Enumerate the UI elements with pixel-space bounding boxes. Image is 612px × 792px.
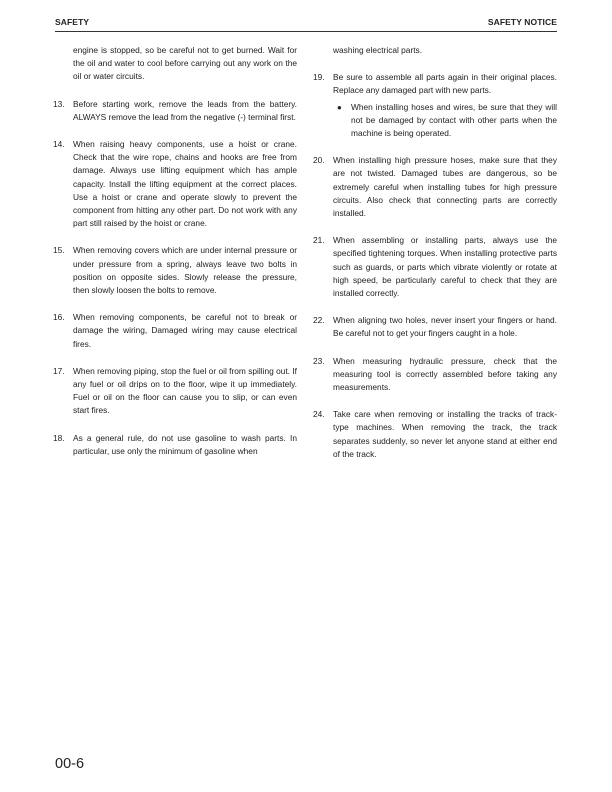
item-number: 20.	[313, 155, 325, 166]
item-text: When removing covers which are under internal pressure or under pressure from a spring, always leave two bolts in position on opposite sides. Slowly release the pressure, then slowly loosen the bolts to remove.	[73, 245, 297, 296]
list-item	[53, 432, 297, 458]
left-column	[53, 44, 297, 458]
item-text: Take care when removing or installing the tracks of track-type machines. When removing the track, the track separates suddenly, so never let anyone stand at either end of the track.	[333, 409, 557, 459]
item-number: 15.	[53, 245, 65, 256]
list-item	[53, 244, 297, 297]
item-number: 19.	[313, 72, 325, 83]
item-text: Before starting work, remove the leads from the battery. ALWAYS remove the lead from the negative (-) terminal first.	[73, 98, 297, 122]
right-column	[313, 44, 557, 461]
item-text: When raising heavy components, use a hoist or crane. Check that the wire rope, chains and hooks are free from damage. Always use lifting equipment which has ample capacity. Install the lifting equipment at the correct places. Use a hoist or crane and operate slowly to prevent the component from hitting any other part. Do not work with any part still raised by the hoist or crane.	[73, 139, 297, 229]
bullet-item	[313, 101, 557, 141]
list-item	[313, 154, 557, 220]
page-header-title: SAFETY NOTICE	[487, 17, 557, 27]
item-number: 24.	[313, 409, 325, 420]
item-number: 14.	[53, 139, 65, 150]
continued-paragraph: washing electrical parts.	[333, 45, 423, 55]
list-item	[53, 138, 297, 230]
list-item	[313, 314, 557, 340]
item-number: 17.	[53, 365, 65, 376]
list-item	[313, 234, 557, 300]
item-number: 13.	[53, 98, 65, 109]
item-text: When removing piping, stop the fuel or oil from spilling out. If any fuel or oil drips on to the floor, wipe it up immediately. Fuel or oil on the floor can cause you to slip, or can even start fires.	[73, 365, 297, 416]
list-item	[53, 365, 297, 418]
item-text: When measuring hydraulic pressure, check that the measuring tool is correctly assembled before taking any measurements.	[333, 355, 557, 393]
list-item	[53, 98, 297, 124]
section-title: SAFETY	[55, 17, 90, 27]
item-number: 22.	[313, 315, 325, 326]
item-number: 16.	[53, 312, 65, 323]
header-rule	[55, 31, 557, 32]
list-item	[313, 355, 557, 395]
item-text: When aligning two holes, never insert your fingers or hand. Be careful not to get your fingers caught in a hole.	[333, 315, 557, 339]
page-number: 00-6	[55, 756, 85, 772]
continued-paragraph: engine is stopped, so be careful not to get burned. Wait for the oil and water to cool before carrying out any work on the oil or water circuits.	[73, 45, 297, 82]
item-number: 18.	[53, 432, 65, 443]
list-item	[313, 71, 557, 140]
list-item	[53, 311, 297, 351]
item-number: 21.	[313, 235, 325, 246]
item-text: Be sure to assemble all parts again in their original places. Replace any damaged part with new parts.	[333, 72, 557, 96]
bullet-text: When installing hoses and wires, be sure that they will not be damaged by contact with other parts when the machine is being operated.	[351, 101, 557, 139]
bullet-dot-icon: ●	[337, 102, 342, 112]
item-text: When installing high pressure hoses, make sure that they are not twisted. Damaged tubes are dangerous, so be extremely careful when installing tubes for high pressure circuits. Also check that connecting parts are correctly installed.	[333, 155, 557, 219]
list-item	[313, 408, 557, 461]
item-number: 23.	[313, 355, 325, 366]
item-text: When assembling or installing parts, always use the specified tightening torques. When installing protective parts such as guards, or parts which vibrate violently or rotate at high speed, be particularly careful to check that they are installed correctly.	[333, 235, 557, 299]
item-text: When removing components, be careful not to break or damage the wiring, Damaged wiring may cause electrical fires.	[73, 312, 297, 349]
item-text: As a general rule, do not use gasoline to wash parts. In particular, use only the minimum of gasoline when	[73, 432, 297, 456]
